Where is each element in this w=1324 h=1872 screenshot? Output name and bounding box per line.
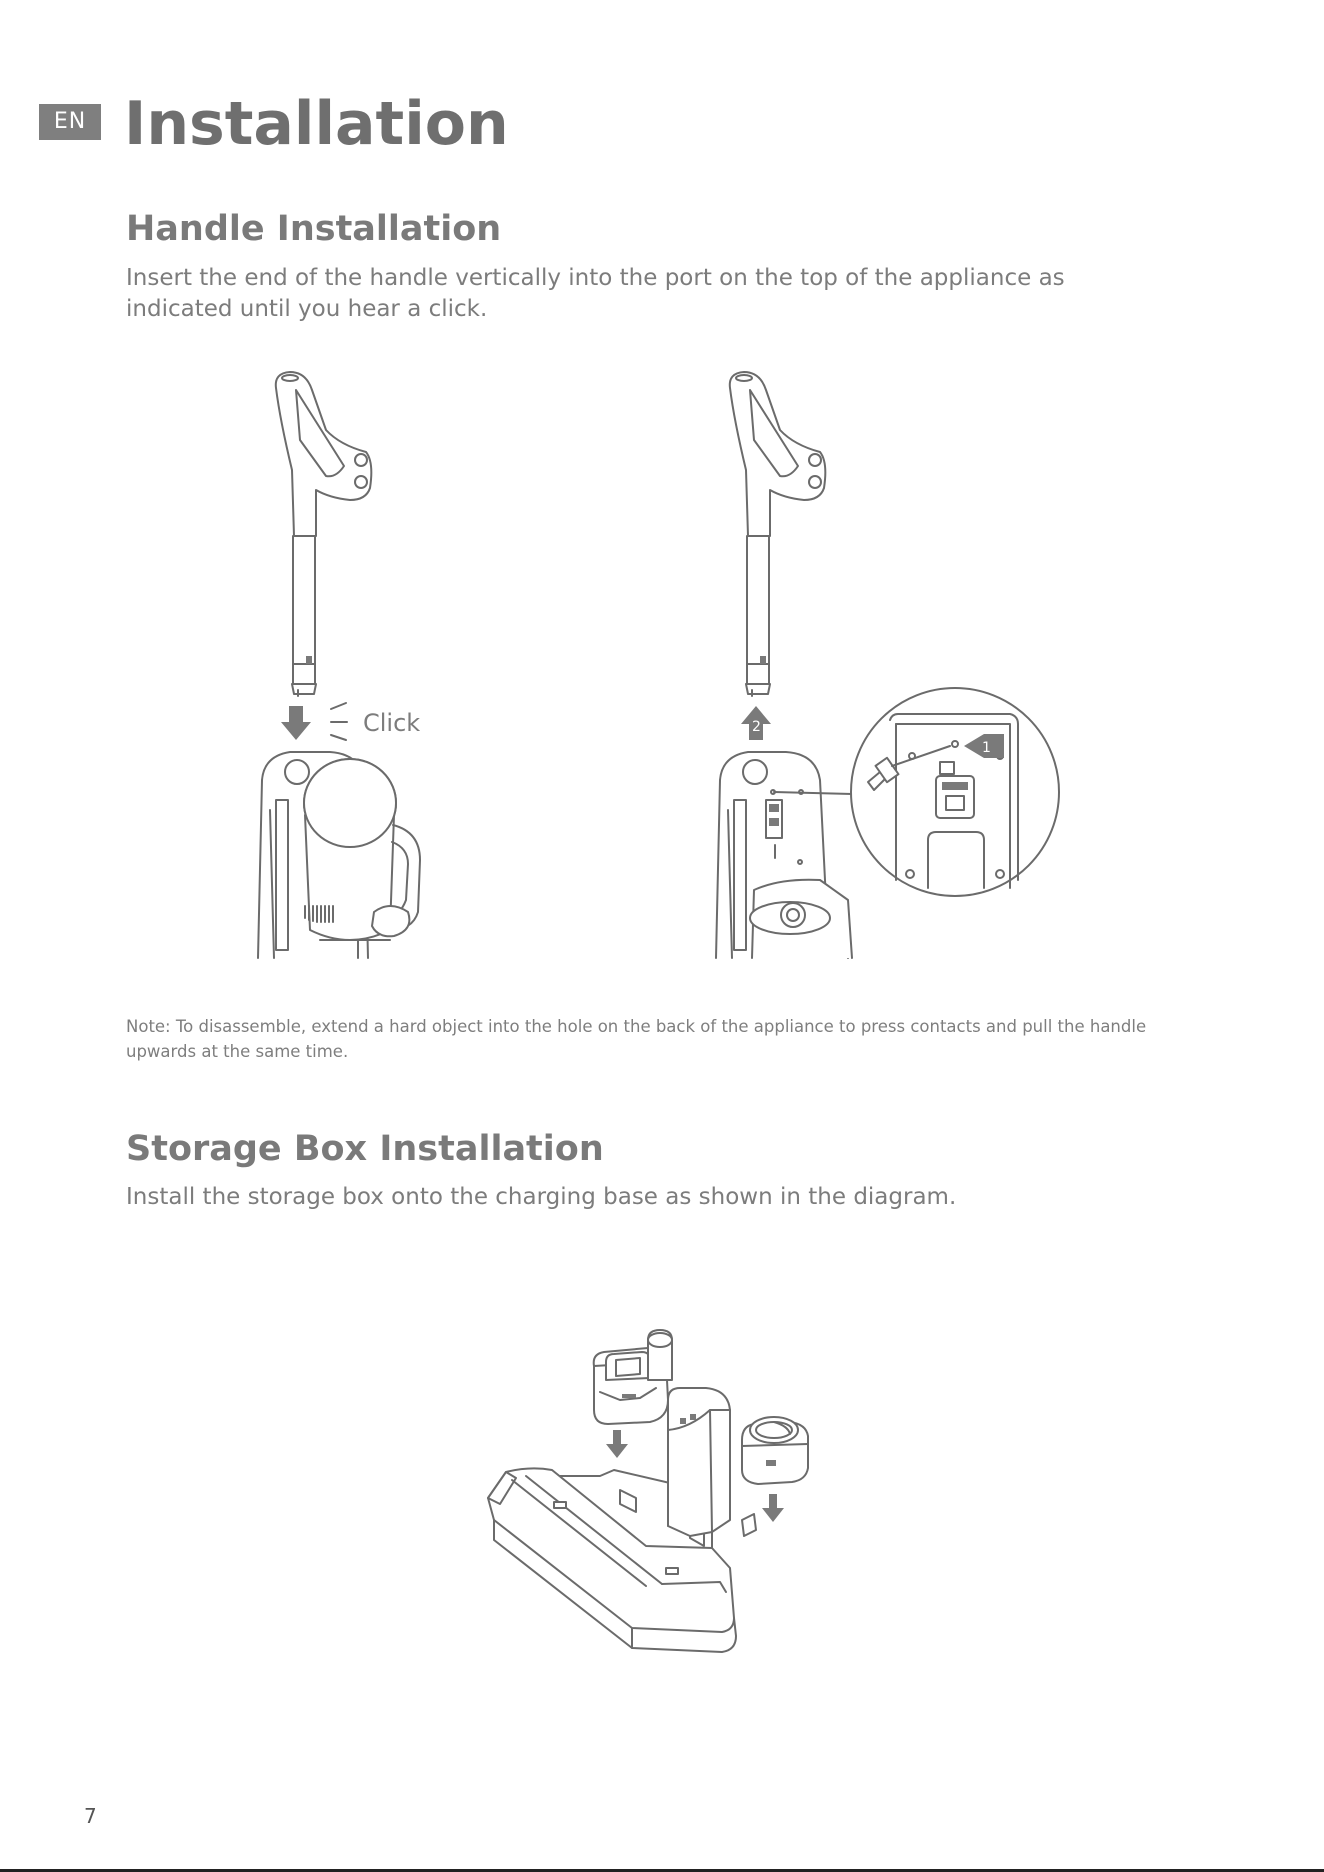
page-number: 7 [84, 1804, 97, 1828]
page-title: Installation [124, 89, 509, 159]
handle-installation-instruction: Insert the end of the handle vertically into the port on the top of the appliance as indicated until you hear a click. [126, 265, 1065, 322]
step-1-label: 1 [982, 740, 991, 756]
storage-box-installation-heading: Storage Box Installation [126, 1129, 604, 1169]
storage-box-installation-instruction: Install the storage box onto the charging base as shown in the diagram. [126, 1184, 957, 1210]
click-label: Click [363, 709, 421, 737]
language-badge: EN [39, 104, 101, 140]
handle-installation-heading: Handle Installation [126, 209, 502, 249]
disassembly-note: Note: To disassemble, extend a hard object into the hole on the back of the appliance to press contacts and pull the handle upwards at the same time. [126, 1017, 1147, 1061]
step-2-label: 2 [752, 719, 761, 735]
